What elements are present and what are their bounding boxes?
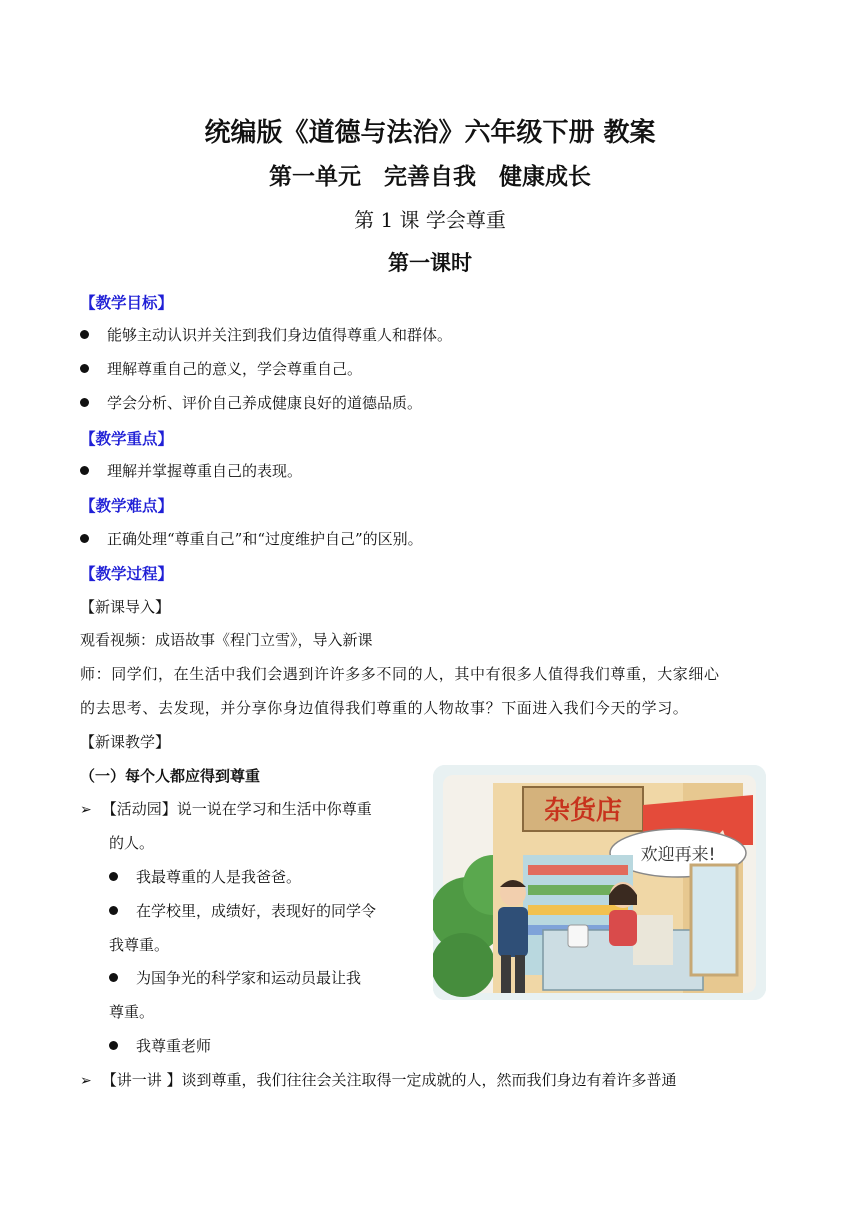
difficulty-item: 正确处理“尊重自己”和“过度维护自己”的区别。 xyxy=(80,528,423,549)
bullet-icon xyxy=(80,466,89,475)
bullet-icon xyxy=(80,330,89,339)
arrow-bullet-icon: ➢ xyxy=(80,1073,92,1089)
document-title: 统编版《道德与法治》六年级下册 教案 xyxy=(204,118,656,148)
teacher-line-2: 的去思考、去发现，并分享你身边值得我们尊重的人物故事？下面进入我们今天的学习。 xyxy=(80,699,689,717)
period-title: 第一课时 xyxy=(388,251,472,275)
unit-title: 第一单元 完善自我 健康成长 xyxy=(269,164,591,190)
bullet-icon xyxy=(109,973,118,982)
intro-line: 观看视频：成语故事《程门立雪》，导入新课 xyxy=(80,631,373,649)
answer-item-cont: 我尊重。 xyxy=(109,936,170,954)
bullet-icon xyxy=(109,1041,118,1050)
key-item: 理解并掌握尊重自己的表现。 xyxy=(80,460,302,481)
answer-item: 在学校里，成绩好，表现好的同学令 xyxy=(109,900,376,921)
answer-item-cont: 尊重。 xyxy=(109,1003,155,1021)
goal-item: 理解尊重自己的意义，学会尊重自己。 xyxy=(80,358,362,379)
lesson-title: 第 1 课 学会尊重 xyxy=(354,208,506,232)
shop-sign: 杂货店 xyxy=(543,796,623,826)
process-header: 【教学过程】 xyxy=(80,565,174,583)
speech-bubble: 欢迎再来! xyxy=(640,845,716,865)
key-header: 【教学重点】 xyxy=(80,430,174,448)
bullet-icon xyxy=(80,398,89,407)
bullet-icon xyxy=(109,906,118,915)
part1-title: （一）每个人都应得到尊重 xyxy=(80,767,261,785)
arrow-bullet-icon: ➢ xyxy=(80,802,92,818)
activity-line-2: 的人。 xyxy=(109,834,155,852)
goal-item: 能够主动认识并关注到我们身边值得尊重人和群体。 xyxy=(80,324,452,345)
bullet-icon xyxy=(80,534,89,543)
bullet-icon xyxy=(80,364,89,373)
teacher-line-1: 师：同学们，在生活中我们会遇到许许多多不同的人，其中有很多人值得我们尊重，大家细心 xyxy=(80,665,720,683)
store-illustration xyxy=(433,765,766,1000)
talk-line: ➢ 【讲一讲 】谈到尊重，我们往往会关注取得一定成就的人，然而我们身边有着许多普通 xyxy=(80,1071,677,1089)
answer-item: 我最尊重的人是我爸爸。 xyxy=(109,866,301,887)
answer-item: 我尊重老师 xyxy=(109,1035,211,1056)
goals-header: 【教学目标】 xyxy=(80,294,174,312)
teaching-label: 【新课教学】 xyxy=(80,733,171,751)
goal-item: 学会分析、评价自己养成健康良好的道德品质。 xyxy=(80,392,422,413)
answer-item: 为国争光的科学家和运动员最让我 xyxy=(109,967,361,988)
activity-line-1: ➢ 【活动园】说一说在学习和生活中你尊重 xyxy=(80,800,372,818)
intro-label: 【新课导入】 xyxy=(80,598,171,616)
difficulty-header: 【教学难点】 xyxy=(80,497,174,515)
bullet-icon xyxy=(109,872,118,881)
